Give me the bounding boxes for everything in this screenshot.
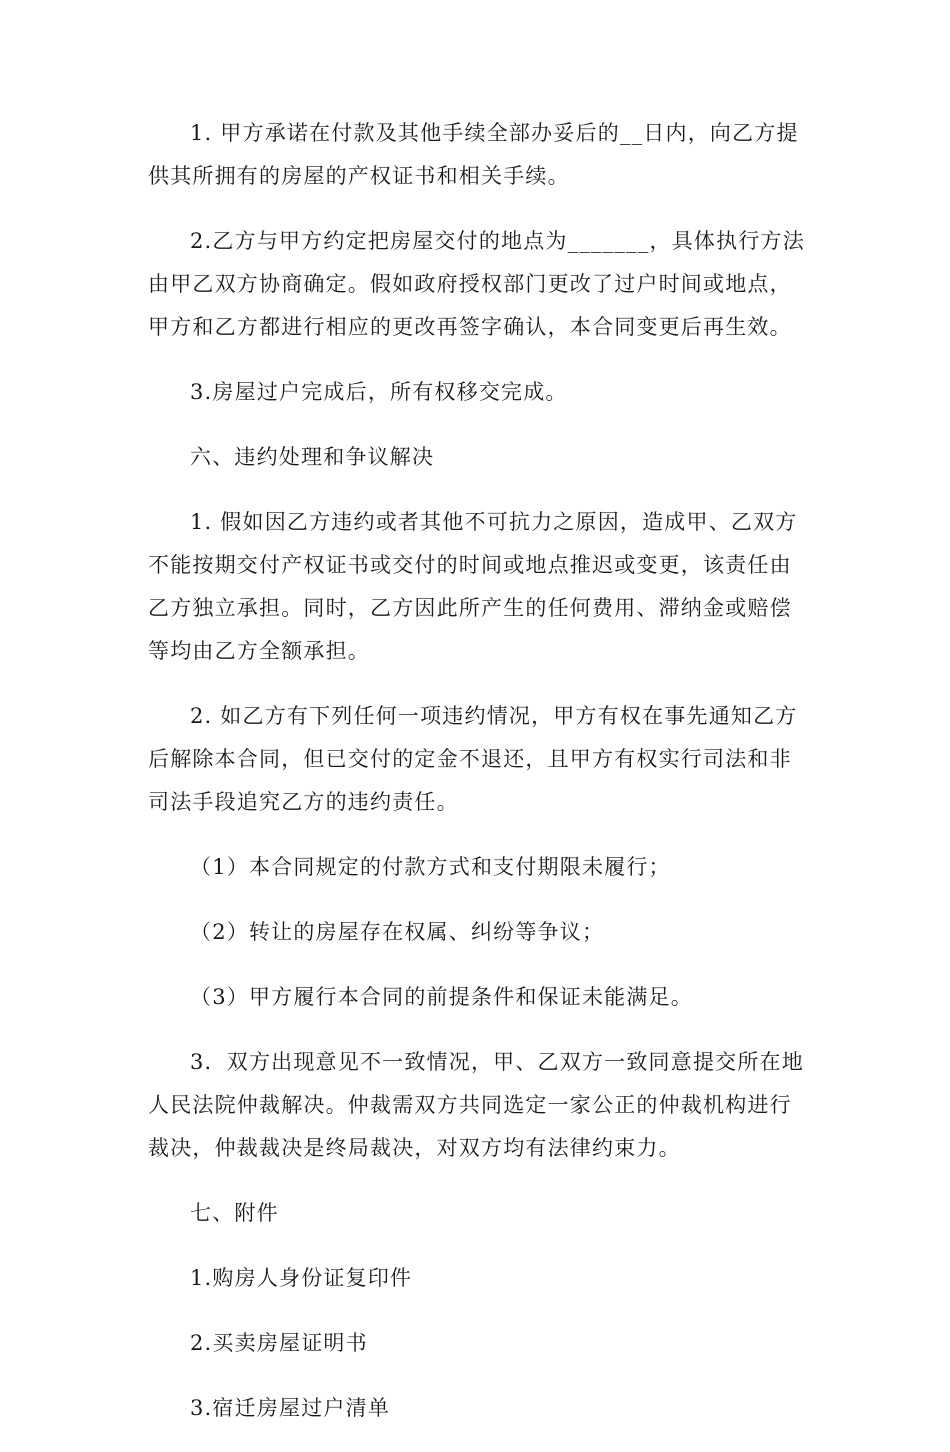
clause-6-2: 2. 如乙方有下列任何一项违约情况，甲方有权在事先通知乙方后解除本合同，但已交付的定金不退还，且甲方有权实行司法和非司法手段追究乙方的违约责任。 [148,704,798,814]
clause-5-1: 1. 甲方承诺在付款及其他手续全部办妥后的__日内，向乙方提供其所拥有的房屋的产权证书和相关手续。 [148,121,799,188]
clause-6-2-item-1: （1）本合同规定的付款方式和支付期限未履行； [190,855,671,879]
clause-5-3: 3.房屋过户完成后，所有权移交完成。 [190,380,568,404]
clause-6-3: 3．双方出现意见不一致情况，甲、乙双方一致同意提交所在地人民法院仲裁解决。仲裁需双方共同选定一家公正的仲裁机构进行裁决，仲裁裁决是终局裁决，对双方均有法律约束力。 [148,1050,804,1160]
clause-5-2: 2.乙方与甲方约定把房屋交付的地点为_______，具体执行方法由甲乙双方协商确定。假如政府授权部门更改了过户时间或地点，甲方和乙方都进行相应的更改再签字确认，本合同变更后再生效。 [148,229,805,339]
section-6-heading: 六、违约处理和争议解决 [190,445,435,469]
clause-6-1: 1. 假如因乙方违约或者其他不可抗力之原因，造成甲、乙双方不能按期交付产权证书或交付的时间或地点推迟或变更，该责任由乙方独立承担。同时，乙方因此所产生的任何费用、滞纳金或赔偿等均由乙方全额承担。 [148,510,798,663]
clause-6-2-item-2: （2）转让的房屋存在权属、纠纷等争议； [190,920,605,944]
document-body [148,112,808,1452]
attachment-3: 3.宿迁房屋过户清单 [190,1396,391,1420]
attachment-1: 1.购房人身份证复印件 [190,1266,413,1290]
section-7-heading: 七、附件 [190,1201,279,1225]
clause-6-2-item-3: （3）甲方履行本合同的前提条件和保证未能满足。 [190,985,693,1009]
attachment-2: 2.买卖房屋证明书 [190,1331,368,1355]
